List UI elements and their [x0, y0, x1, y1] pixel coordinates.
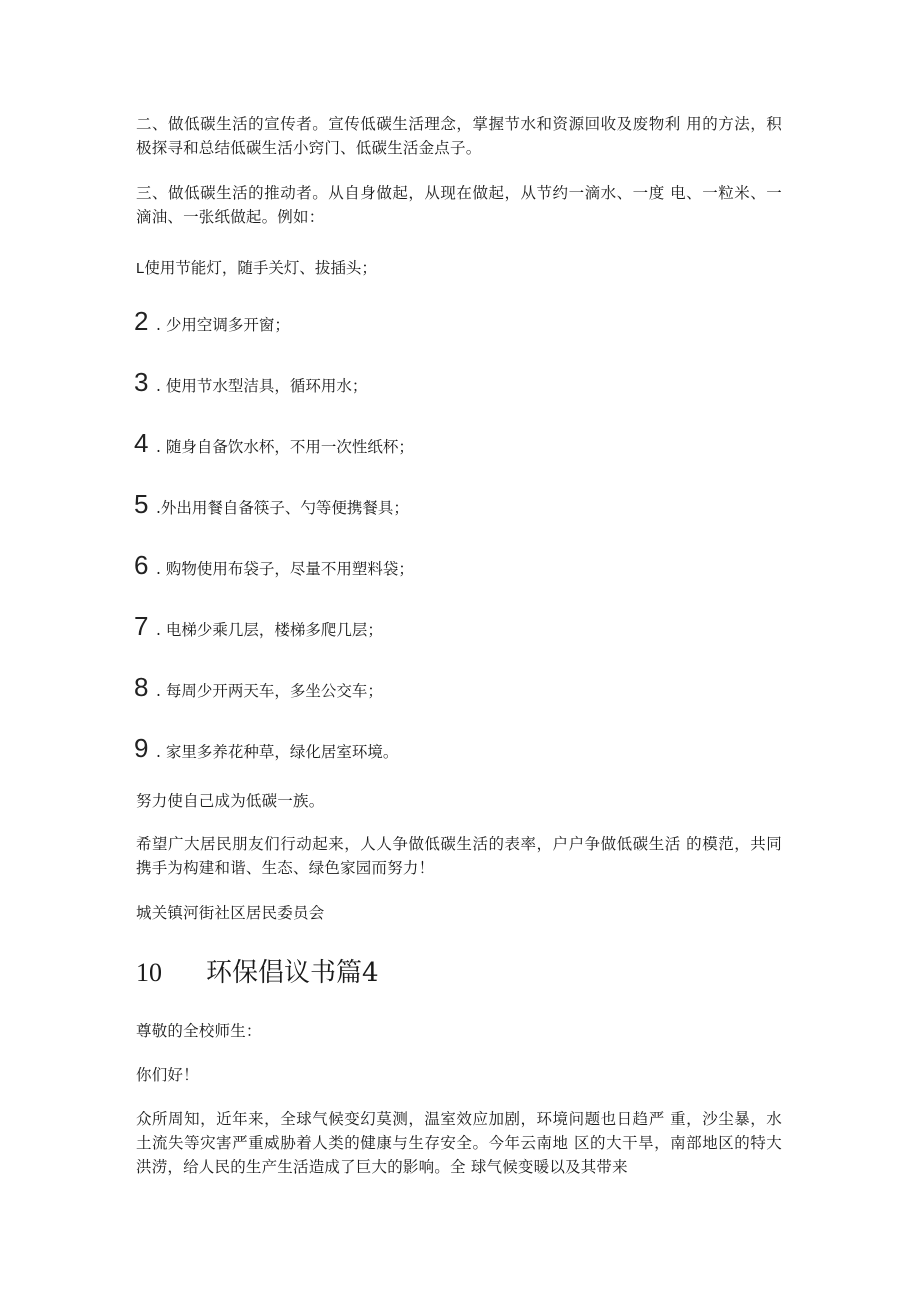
list-item: [134, 428, 780, 459]
list-item-text: . 随身自备饮水杯，不用一次性纸杯；: [156, 438, 414, 456]
paragraph-promoter: 二、做低碳生活的宣传者。宣传低碳生活理念，掌握节水和资源回收及废物利 用的方法，积极探寻和总结低碳生活小窍门、低碳生活金点子。: [136, 115, 782, 157]
paragraph-driver: 三、做低碳生活的推动者。从自身做起，从现在做起，从节约一滴水、一度 电、一粒米、一滴油、一张纸做起。例如：: [136, 184, 782, 226]
list-item-number: 7: [134, 611, 149, 641]
letter-body: 众所周知，近年来，全球气候变幻莫测，温室效应加剧，环境问题也日趋严 重，沙尘暴，水土流失等灾害严重威胁着人类的健康与生存安全。今年云南地 区的大干旱，南部地区的特大洪涝，给人民的生产生活造成了巨大的影响。全 球气候变暖以及其带来: [136, 1110, 782, 1176]
list-item: [134, 306, 780, 337]
list-item-text: . 电梯少乘几层，楼梯多爬几层；: [156, 621, 383, 639]
list-item: [134, 611, 780, 642]
list-item: [134, 672, 780, 703]
list-item-text: . 家里多养花种草，绿化居室环境。: [156, 743, 399, 761]
list-item: [134, 367, 780, 398]
list-item-text: . 使用节水型洁具，循环用水；: [156, 377, 368, 395]
list-item-number: 4: [134, 428, 149, 458]
list-item-number: 2: [134, 306, 149, 336]
list-item-number: 6: [134, 550, 149, 580]
list-item-number: 5: [134, 489, 149, 519]
list-item-number: 9: [134, 733, 149, 763]
letter-salutation: 尊敬的全校师生：: [136, 1022, 262, 1040]
list-item-number: 8: [134, 672, 149, 702]
list-item-number: L: [136, 260, 145, 277]
list-item: [134, 733, 780, 764]
section-number: 10: [136, 958, 162, 987]
list-item-number: 3: [134, 367, 149, 397]
list-item-text: .外出用餐自备筷子、勺等便携餐具；: [156, 499, 409, 517]
list-item-text: 使用节能灯，随手关灯、拔插头；: [144, 259, 377, 277]
signature: 城关镇河街社区居民委员会: [136, 904, 325, 922]
list-item-text: . 少用空调多开窗；: [156, 316, 290, 334]
closing-line: 努力使自己成为低碳一族。: [136, 792, 325, 810]
list-item-text: . 购物使用布袋子，尽量不用塑料袋；: [156, 560, 414, 578]
list-item: [134, 550, 780, 581]
letter-greeting: 你们好！: [136, 1066, 199, 1084]
section-heading: [136, 952, 379, 989]
list-item: [136, 256, 782, 278]
closing-appeal: 希望广大居民朋友们行动起来，人人争做低碳生活的表率，户户争做低碳生活 的模范，共同携手为构建和谐、生态、绿色家园而努力！: [136, 835, 782, 877]
list-item: [134, 489, 780, 520]
section-title: 环保倡议书篇4: [206, 958, 379, 988]
list-item-text: . 每周少开两天车，多坐公交车；: [156, 682, 383, 700]
